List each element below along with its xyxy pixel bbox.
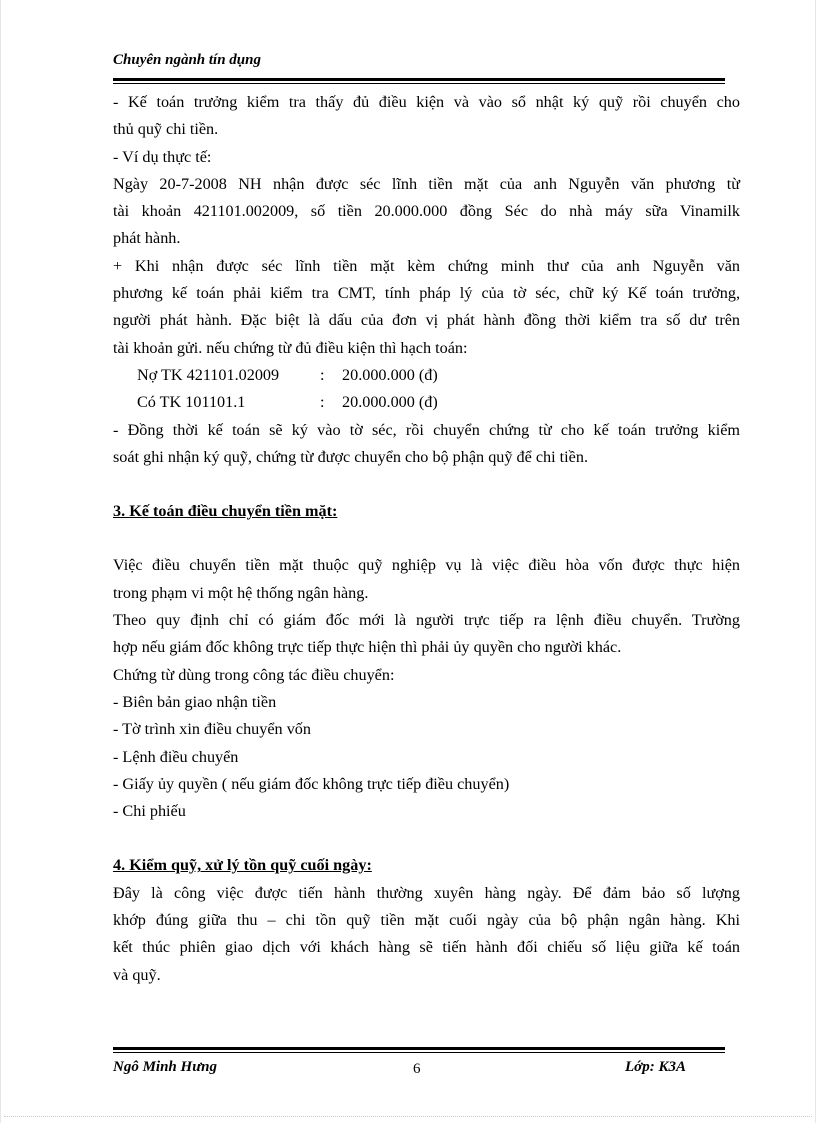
page-number: 6 [413, 1061, 421, 1077]
paragraph-line: tài khoản gửi. nếu chứng từ đủ điều kiện thì hạch toán: [113, 338, 468, 357]
paragraph-line: kết thúc phiên giao dịch với khách hàng sẽ tiến hành đối chiếu số liệu giữa kế toán [113, 938, 740, 957]
entry-colon: : [320, 393, 325, 412]
entry-colon: : [320, 365, 325, 384]
entry-amount: 20.000.000 (đ) [342, 393, 438, 412]
paragraph-line: khớp đúng giữa thu – chi tồn quỹ tiền mặt cuối ngày của bộ phận ngân hàng. Khi [113, 911, 740, 930]
paragraph-line: Chứng từ dùng trong công tác điều chuyển: [113, 665, 395, 684]
paragraph-line: tài khoản 421101.002009, số tiền 20.000.000 đồng Séc do nhà máy sữa Vinamilk [113, 202, 740, 221]
entry-amount: 20.000.000 (đ) [342, 365, 438, 384]
paragraph-line: soát ghi nhận ký quỹ, chứng từ được chuyển cho bộ phận quỹ để chi tiền. [113, 447, 588, 466]
footer-class-label: Lớp: K3A [625, 1059, 686, 1075]
journal-entry-debit [113, 362, 740, 389]
paragraph-line: và quỹ. [113, 965, 161, 984]
paragraph-line: - Ví dụ thực tế: [113, 147, 212, 166]
entry-account: Nợ TK 421101.02009 [137, 365, 280, 384]
paragraph-line: + Khi nhận được séc lĩnh tiền mặt kèm chứng minh thư của anh Nguyễn văn [113, 256, 740, 275]
paragraph-line: - Kế toán trưởng kiểm tra thấy đủ điều kiện và vào sổ nhật ký quỹ rồi chuyển cho [113, 93, 740, 111]
list-item: - Lệnh điều chuyển [113, 747, 239, 766]
paragraph-line: người phát hành. Đặc biệt là dấu của đơn vị phát hành đồng thời kiểm tra số dư trên [113, 311, 740, 330]
paragraph-line: hợp nếu giám đốc không trực tiếp thực hiện thì phải ủy quyền cho người khác. [113, 638, 622, 657]
header-rule [113, 78, 725, 84]
paragraph-line: phương kế toán phải kiểm tra CMT, tính pháp lý của tờ séc, chữ ký Kế toán trưởng, [113, 284, 740, 303]
document-body [113, 89, 740, 989]
list-item: - Biên bản giao nhận tiền [113, 692, 277, 711]
paragraph-line: Đây là công việc được tiến hành thường xuyên hàng ngày. Để đảm bảo số lượng [113, 883, 740, 902]
list-item: - Giấy ủy quyền ( nếu giám đốc không trực tiếp điều chuyển) [113, 774, 510, 793]
section-heading-4: 4. Kiểm quỹ, xử lý tồn quỹ cuối ngày: [113, 856, 372, 875]
footer-rule [113, 1047, 725, 1053]
list-item: - Tờ trình xin điều chuyển vốn [113, 720, 311, 739]
journal-entry-credit [113, 389, 740, 416]
paragraph-line: phát hành. [113, 229, 181, 248]
paragraph-line: trong phạm vi một hệ thống ngân hàng. [113, 583, 369, 602]
section-heading-3: 3. Kế toán điều chuyển tiền mặt: [113, 502, 338, 521]
paragraph-line: Việc điều chuyển tiền mặt thuộc quỹ nghiệp vụ là việc điều hòa vốn được thực hiện [113, 556, 740, 575]
footer-author: Ngô Minh Hưng [113, 1059, 218, 1075]
paragraph-line: thủ quỹ chi tiền. [113, 120, 219, 139]
paragraph-line: Ngày 20-7-2008 NH nhận được séc lĩnh tiền mặt của anh Nguyễn văn phương từ [113, 174, 740, 193]
paragraph-line: Theo quy định chỉ có giám đốc mới là người trực tiếp ra lệnh điều chuyển. Trường [113, 611, 740, 630]
paragraph-line: - Đồng thời kế toán sẽ ký vào tờ séc, rồi chuyển chứng từ cho kế toán trưởng kiểm [113, 420, 740, 439]
list-item: - Chi phiếu [113, 802, 186, 821]
page-bottom-edge [4, 1116, 812, 1117]
header-title: Chuyên ngành tín dụng [113, 52, 261, 68]
entry-account: Có TK 101101.1 [137, 393, 246, 412]
